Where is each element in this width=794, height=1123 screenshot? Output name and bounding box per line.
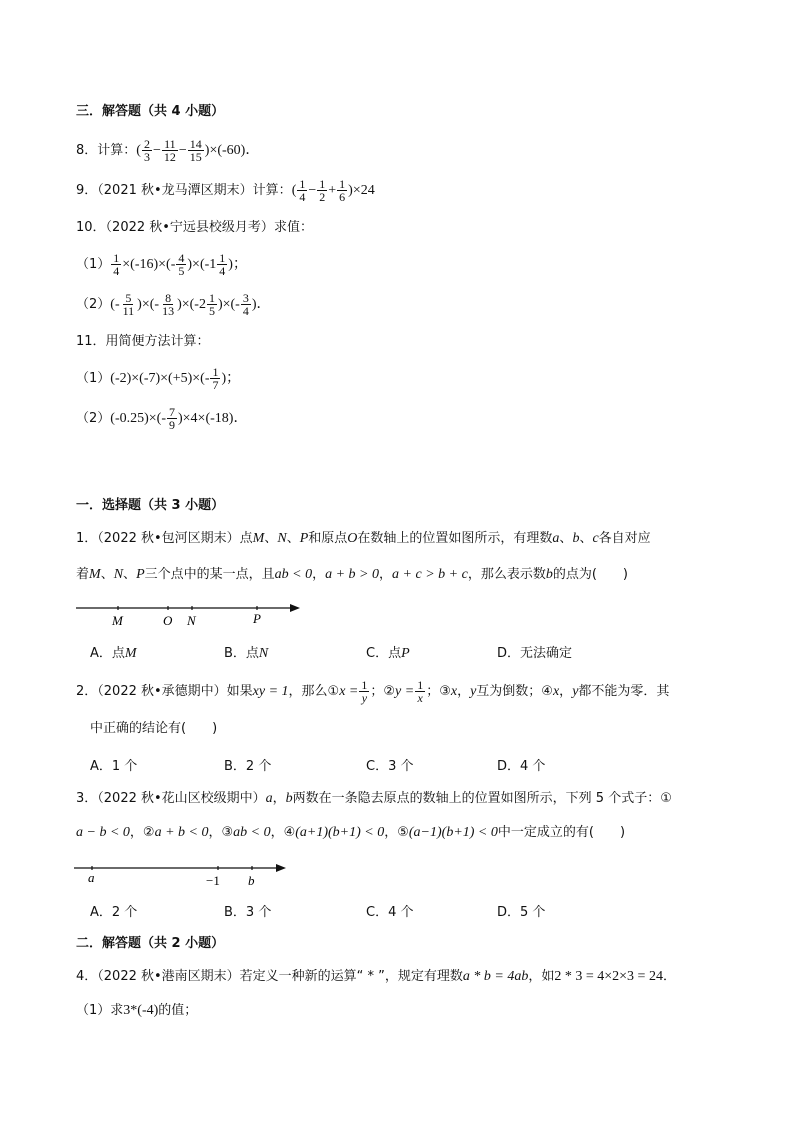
q8-tail: ×(-60)． [209,143,260,158]
q1-option-a[interactable]: A．点M [90,646,137,661]
question-2-line-2: 中正确的结论有( ) [90,721,218,736]
question-4-part-1: （1）求3*(-4)的值； [76,1003,198,1018]
number-line-q1 [74,598,304,632]
q1-option-b[interactable]: B．点N [224,646,269,661]
axis-label-O: O [163,613,173,628]
axis-label-N: N [187,613,196,628]
q3-option-a[interactable]: A．2 个 [90,905,138,920]
q3-option-d[interactable]: D．5 个 [497,905,546,920]
question-1-line-1: 1．（2022 秋•包河区期末）点M、N、P和原点O在数轴上的位置如图所示，有理数a、b、c各自对应 [76,531,651,546]
q9-text: 计算： [252,183,292,198]
q8-frac-1: $\frac{2}{3}$ [143,137,150,164]
axis-label-minus-1: −1 [206,873,220,888]
q1-option-d[interactable]: D．无法确定 [497,646,573,661]
q11-num: 11． [76,334,106,349]
q2-option-b[interactable]: B．2 个 [224,759,272,774]
axis-label-M: M [112,613,123,628]
q9-tail: ×24 [352,183,375,198]
q10-source: （2022 秋•宁远县校级月考） [105,220,274,235]
question-1-line-2: 着M、N、P三个点中的某一点，且ab < 0，a + b > 0，a + c > b + c，那么表示数b的点为( ) [76,567,628,582]
q2-option-d[interactable]: D．4 个 [497,759,546,774]
question-10 [76,218,313,238]
q9-source: （2021 秋•龙马潭区期末） [97,183,253,198]
q8-text: 计算： [97,143,137,158]
q3-option-b[interactable]: B．3 个 [224,905,272,920]
axis-label-P: P [253,611,261,626]
q8-num: 8． [76,143,98,158]
q2-option-a[interactable]: A．1 个 [90,759,138,774]
question-10-part-1: （1） $\frac{1}{4}$ ×(-16)×(- $\frac{4}{5}$ )×(-1 $\frac{1}{4}$ )； [76,251,247,278]
q10-p1-label: （1） [76,257,111,272]
q1-option-c[interactable]: C．点P [366,646,410,661]
section-title-solve: 三．解答题（共 4 小题） [76,104,225,119]
question-9: 9．（2021 秋•龙马潭区期末）计算：( $\frac{1}{4}$ − $\frac{1}{2}$ + $\frac{1}{6}$ )×24 [76,177,375,204]
q3-option-c[interactable]: C．4 个 [366,905,414,920]
q9-num: 9． [76,183,98,198]
question-2-line-1: 2．（2022 秋•承德期中）如果xy = 1，那么①x = $\frac{1}{y}$ ；②y = $\frac{1}{x}$ ；③x，y互为倒数；④x，y都不能为零．其 [76,678,670,705]
question-3-line-2: a − b < 0，②a + b < 0，③ab < 0，④(a+1)(b+1) < 0，⑤(a−1)(b+1) < 0中一定成立的有( ) [76,825,626,840]
number-line-q3 [72,858,292,890]
q11-text: 用简便方法计算： [105,334,210,349]
section-title-solve-2: 二．解答题（共 2 小题） [76,936,225,951]
q9-frac-3: $\frac{1}{6}$ [339,177,346,204]
question-4-line-1: 4．（2022 秋•港南区期末）若定义一种新的运算“ * ”，规定有理数a * b = 4ab，如2 * 3 = 4×2×3 = 24． [76,969,676,984]
question-8: 8．计算：( $\frac{2}{3}$ − $\frac{11}{12}$ − $\frac{14}{15}$ )×(-60)． [76,137,260,164]
q10-num: 10． [76,220,106,235]
question-10-part-2: （2）(- $\frac{5}{11}$ )×(- $\frac{8}{13}$ )×(-2 $\frac{1}{5}$ )×(- $\frac{3}{4}$ )． [76,291,271,318]
question-11-part-1: （1）(-2)×(-7)×(+5)×(- $\frac{1}{7}$ )； [76,365,241,392]
q8-frac-2: $\frac{11}{12}$ [163,137,176,164]
q2-option-c[interactable]: C．3 个 [366,759,414,774]
q10-p2-label: （2） [76,297,111,312]
axis-label-b: b [248,873,255,888]
q9-frac-2: $\frac{1}{2}$ [319,177,326,204]
question-3-line-1: 3．（2022 秋•花山区校级期中）a，b两数在一条隐去原点的数轴上的位置如图所示，下列 5 个式子：① [76,791,672,806]
section-title-choice: 一．选择题（共 3 小题） [76,498,225,513]
axis-label-a: a [88,870,95,885]
q9-frac-1: $\frac{1}{4}$ [299,177,306,204]
q8-frac-3: $\frac{14}{15}$ [189,137,202,164]
q10-text: 求值： [273,220,313,235]
question-11 [76,332,210,352]
question-11-part-2: （2）(-0.25)×(- $\frac{7}{9}$ )×4×(-18)． [76,405,248,432]
